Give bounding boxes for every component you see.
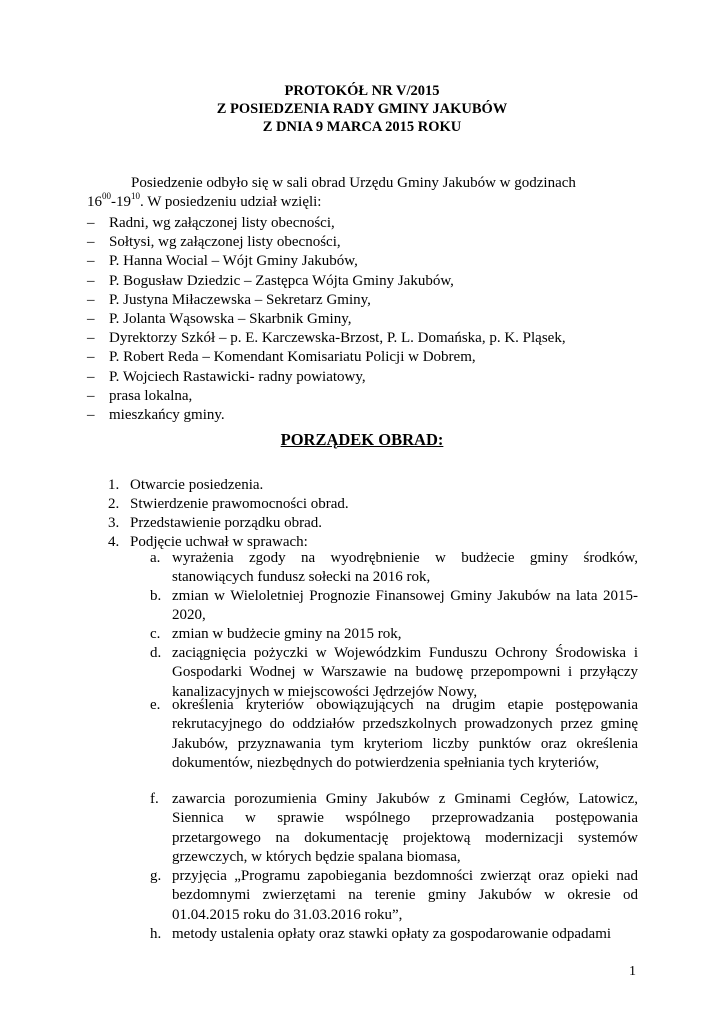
list-item: – P. Wojciech Rastawicki- radny powiatowy,: [87, 368, 647, 387]
list-item: – Dyrektorzy Szkół – p. E. Karczewska-Brzost, P. L. Domańska, p. K. Pląsek,: [87, 329, 647, 348]
agenda-item: 1. Otwarcie posiedzenia.: [108, 477, 264, 493]
agenda-subitem: b. zmian w Wieloletniej Prognozie Finansowej Gminy Jakubów na lata 2015-2020,: [150, 588, 638, 624]
agenda-subitem: e. określenia kryteriów obowiązujących na drugim etapie postępowania rekrutacyjnego do oddziałów przedszkolnych prowadzonych przez gminę Jakubów, przyznawania tym kryteriom liczby punktów oraz określenia dokumentów, niezbędnych do potwierdzenia spełniania tych kryteriów,: [150, 697, 638, 771]
intro-continuation: . W posiedzeniu udział wzięli:: [140, 194, 322, 210]
protocol-subtitle: Z POSIEDZENIA RADY GMINY JAKUBÓW: [216, 101, 508, 117]
time-start-hour: 16: [87, 194, 102, 210]
agenda-subitem: f. zawarcia porozumienia Gminy Jakubów z Gminami Cegłów, Latowicz, Siennica w sprawie wspólnego przeprowadzania postępowania przetargowego na dokumentację projektową modernizacji systemów grzewczych, w których będzie spalana biomasa,: [150, 791, 638, 865]
list-item: – P. Robert Reda – Komendant Komisariatu Policji w Dobrem,: [87, 348, 647, 367]
list-item: – P. Bogusław Dziedzic – Zastępca Wójta Gminy Jakubów,: [87, 272, 647, 291]
dash-bullet: –: [87, 368, 95, 385]
list-item: – mieszkańcy gminy.: [87, 406, 647, 425]
page-number: 1: [629, 964, 636, 979]
agenda-heading: PORZĄDEK OBRAD:: [280, 430, 444, 449]
agenda-subitem: c. zmian w budżecie gminy na 2015 rok,: [150, 626, 402, 642]
agenda-subitem: g. przyjęcia „Programu zapobiegania bezdomności zwierząt oraz opieki nad bezdomnymi zwierzętami na terenie gminy Jakubów w okresie od 01.04.2015 roku do 31.03.2016 roku”,: [150, 868, 638, 923]
agenda-item: 4. Podjęcie uchwał w sprawach:: [108, 534, 308, 550]
dash-bullet: –: [87, 310, 95, 327]
time-end-min: 10: [131, 191, 140, 201]
agenda-subitem: h. metody ustalenia opłaty oraz stawki opłaty za gospodarowanie odpadami: [150, 926, 612, 942]
protocol-title: PROTOKÓŁ NR V/2015: [284, 83, 440, 99]
agenda-subitem: d. zaciągnięcia pożyczki w Wojewódzkim Funduszu Ochrony Środowiska i Gospodarki Wodnej w Warszawie na budowę przepompowni i przyłączy kanalizacyjnych w miejscowości Jędrzejów Nowy,: [150, 645, 638, 700]
list-item: – P. Jolanta Wąsowska – Skarbnik Gminy,: [87, 310, 647, 329]
list-item: – Sołtysi, wg załączonej listy obecności,: [87, 233, 647, 252]
list-item: – P. Justyna Miłaczewska – Sekretarz Gminy,: [87, 291, 647, 310]
agenda-item: 3. Przedstawienie porządku obrad.: [108, 515, 323, 531]
protocol-date: Z DNIA 9 MARCA 2015 ROKU: [262, 119, 462, 135]
list-item: – P. Hanna Wocial – Wójt Gminy Jakubów,: [87, 252, 647, 271]
intro-paragraph: [87, 174, 647, 212]
dash-bullet: –: [87, 387, 95, 404]
list-item: – Radni, wg załączonej listy obecności,: [87, 214, 647, 233]
time-start-min: 00: [102, 191, 111, 201]
agenda-list: [108, 476, 349, 552]
time-separator: -19: [111, 194, 131, 210]
intro-time-line: [87, 193, 647, 212]
dash-bullet: –: [87, 349, 95, 366]
list-item: – prasa lokalna,: [87, 387, 647, 406]
dash-bullet: –: [87, 330, 95, 347]
agenda-subitem: a. wyrażenia zgody na wyodrębnienie w budżecie gminy środków, stanowiących fundusz sołecki na 2016 rok,: [150, 550, 638, 586]
dash-bullet: –: [87, 234, 95, 251]
agenda-item: 2. Stwierdzenie prawomocności obrad.: [108, 496, 349, 512]
dash-bullet: –: [87, 272, 95, 289]
dash-bullet: –: [87, 253, 95, 270]
attendees-list: [87, 214, 647, 425]
dash-bullet: –: [87, 406, 95, 423]
intro-sentence: Posiedzenie odbyło się w sali obrad Urzędu Gminy Jakubów w godzinach: [131, 175, 576, 191]
dash-bullet: –: [87, 291, 95, 308]
dash-bullet: –: [87, 215, 95, 231]
